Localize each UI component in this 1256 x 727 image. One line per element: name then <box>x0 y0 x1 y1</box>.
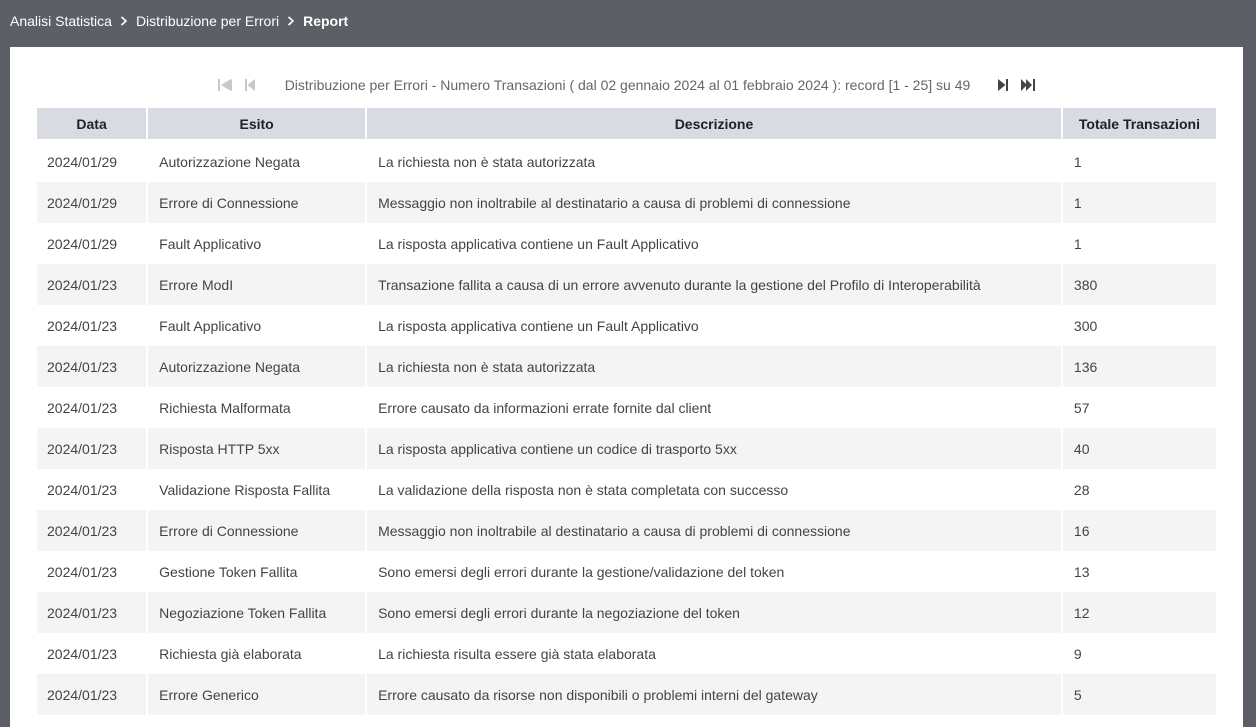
date-cell: 2024/01/23 <box>37 592 146 633</box>
descrizione-cell: La richiesta risulta essere già stata elaborata <box>378 645 656 662</box>
totale-cell: 1 <box>1073 153 1082 170</box>
esito-cell: Gestione Token Fallita <box>159 563 298 580</box>
esito-cell: Errore di Connessione <box>148 510 365 551</box>
previous-page-icon[interactable] <box>238 75 263 95</box>
date-cell: 2024/01/23 <box>47 399 118 416</box>
date-cell: 2024/01/23 <box>37 674 146 715</box>
descrizione-cell: Transazione fallita a causa di un errore avvenuto durante la gestione del Profilo di Interoperabilità <box>367 264 1061 305</box>
chevron-right-icon <box>279 16 303 26</box>
descrizione-cell: Sono emersi degli errori durante la gestione/validazione del token <box>378 563 785 580</box>
table-row[interactable] <box>37 428 1216 469</box>
esito-cell: Fault Applicativo <box>159 235 262 252</box>
descrizione-cell: La validazione della risposta non è stata completata con successo <box>378 481 789 498</box>
totale-cell: 12 <box>1063 592 1216 633</box>
esito-cell: Validazione Risposta Fallita <box>159 481 331 498</box>
date-cell: 2024/01/23 <box>37 510 146 551</box>
date-cell: 2024/01/23 <box>47 563 118 580</box>
esito-cell: Negoziazione Token Fallita <box>148 592 365 633</box>
descrizione-cell: Messaggio non inoltrabile al destinatario a causa di problemi di connessione <box>367 510 1061 551</box>
table-row[interactable] <box>37 510 1216 551</box>
pagination-bar <box>10 71 1243 99</box>
esito-cell: Errore Generico <box>148 674 365 715</box>
esito-cell: Errore ModI <box>148 264 365 305</box>
totale-cell: 9 <box>1073 645 1082 662</box>
next-page-icon[interactable] <box>990 75 1015 95</box>
report-table <box>35 108 1218 715</box>
descrizione-cell: La risposta applicativa contiene un Fault Applicativo <box>378 235 699 252</box>
date-cell: 2024/01/23 <box>47 317 118 334</box>
descrizione-cell: Errore causato da informazioni errate fornite dal client <box>378 399 712 416</box>
date-cell: 2024/01/29 <box>37 182 146 223</box>
table-row[interactable] <box>37 264 1216 305</box>
breadcrumb-item-analisi-statistica[interactable]: Analisi Statistica <box>10 13 112 29</box>
totale-cell: 28 <box>1073 481 1090 498</box>
descrizione-cell: Errore causato da risorse non disponibili o problemi interni del gateway <box>367 674 1061 715</box>
date-cell: 2024/01/23 <box>37 428 146 469</box>
report-panel <box>10 47 1243 727</box>
totale-cell: 40 <box>1063 428 1216 469</box>
totale-cell: 13 <box>1073 563 1090 580</box>
descrizione-cell: La richiesta non è stata autorizzata <box>378 153 596 170</box>
totale-cell: 5 <box>1063 674 1216 715</box>
last-page-icon[interactable] <box>1015 75 1040 95</box>
date-cell: 2024/01/23 <box>37 264 146 305</box>
esito-cell: Richiesta già elaborata <box>159 645 302 662</box>
descrizione-cell: La risposta applicativa contiene un codice di trasporto 5xx <box>367 428 1061 469</box>
column-header-esito[interactable]: Esito <box>148 108 365 139</box>
table-row[interactable] <box>37 223 1216 264</box>
esito-cell: Richiesta Malformata <box>159 399 291 416</box>
table-body <box>37 139 1216 715</box>
esito-cell: Fault Applicativo <box>159 317 262 334</box>
breadcrumb-current-report: Report <box>303 13 349 29</box>
table-header-row <box>37 108 1216 139</box>
totale-cell: 136 <box>1063 346 1216 387</box>
column-header-descrizione[interactable]: Descrizione <box>367 108 1061 139</box>
date-cell: 2024/01/23 <box>47 481 118 498</box>
table-row[interactable] <box>37 305 1216 346</box>
date-cell: 2024/01/23 <box>37 346 146 387</box>
column-header-totale-transazioni[interactable]: Totale Transazioni <box>1063 108 1216 139</box>
table-row[interactable] <box>37 346 1216 387</box>
chevron-right-icon <box>112 16 136 26</box>
column-header-data[interactable]: Data <box>37 108 146 139</box>
totale-cell: 16 <box>1063 510 1216 551</box>
table-row[interactable] <box>37 633 1216 674</box>
table-row[interactable] <box>37 551 1216 592</box>
totale-cell: 380 <box>1063 264 1216 305</box>
esito-cell: Errore di Connessione <box>148 182 365 223</box>
date-cell: 2024/01/29 <box>47 153 118 170</box>
breadcrumb <box>0 0 1256 42</box>
descrizione-cell: La richiesta non è stata autorizzata <box>367 346 1061 387</box>
table-row[interactable] <box>37 674 1216 715</box>
descrizione-cell: La risposta applicativa contiene un Fault Applicativo <box>378 317 699 334</box>
table-row[interactable] <box>37 387 1216 428</box>
table-row[interactable] <box>37 469 1216 510</box>
table-row[interactable] <box>37 139 1216 182</box>
totale-cell: 300 <box>1073 317 1098 334</box>
date-cell: 2024/01/29 <box>47 235 118 252</box>
descrizione-cell: Messaggio non inoltrabile al destinatario a causa di problemi di connessione <box>367 182 1061 223</box>
esito-cell: Autorizzazione Negata <box>148 346 365 387</box>
totale-cell: 1 <box>1073 235 1082 252</box>
first-page-icon[interactable] <box>213 75 238 95</box>
totale-cell: 57 <box>1073 399 1090 416</box>
date-cell: 2024/01/23 <box>47 645 118 662</box>
totale-cell: 1 <box>1063 182 1216 223</box>
esito-cell: Autorizzazione Negata <box>159 153 301 170</box>
table-row[interactable] <box>37 182 1216 223</box>
breadcrumb-item-distribuzione-per-errori[interactable]: Distribuzione per Errori <box>135 13 280 29</box>
pagination-info: Distribuzione per Errori - Numero Transazioni ( dal 02 gennaio 2024 al 01 febbraio 2024 ): record [1 - 25] su 49 <box>284 77 971 93</box>
table-row[interactable] <box>37 592 1216 633</box>
esito-cell: Risposta HTTP 5xx <box>148 428 365 469</box>
descrizione-cell: Sono emersi degli errori durante la negoziazione del token <box>367 592 1061 633</box>
